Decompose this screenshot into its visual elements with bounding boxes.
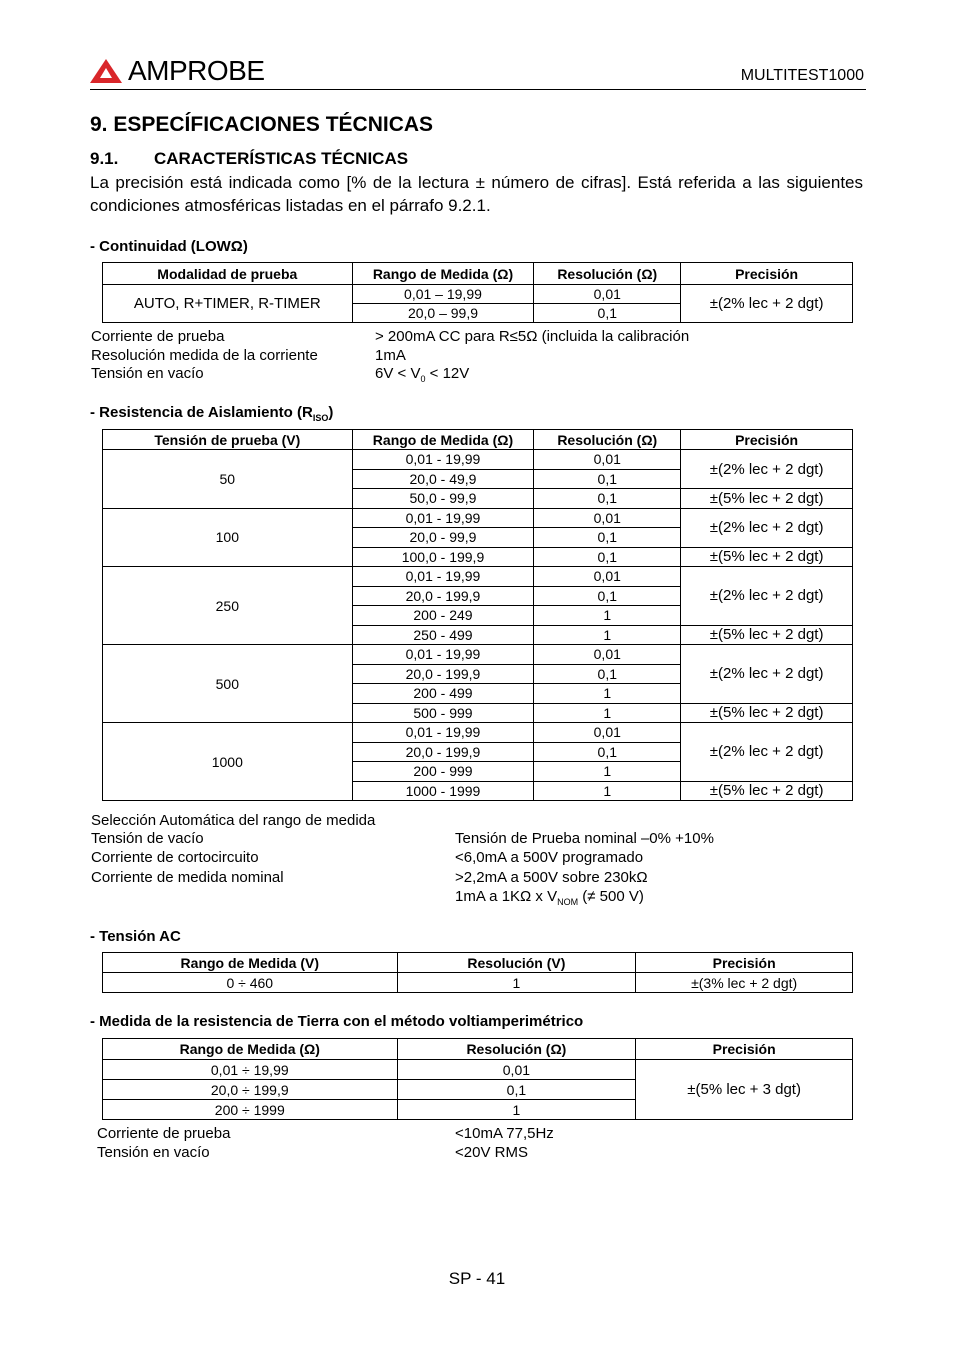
col-header: Rango de Medida (Ω) <box>352 430 534 450</box>
range-cell: 1000 - 1999 <box>352 781 534 801</box>
resolution-cell: 0,01 <box>534 723 681 743</box>
continuity-title: - Continuidad (LOWΩ) <box>90 238 248 255</box>
voltage-cell: 50 <box>103 450 353 509</box>
earth-table <box>102 1038 853 1120</box>
title-subscript: ISO <box>312 413 329 423</box>
precision-cell: ±(5% lec + 2 dgt) <box>681 489 853 509</box>
resolution-cell: 0,1 <box>534 547 681 567</box>
precision-cell: ±(5% lec + 2 dgt) <box>681 547 853 567</box>
value-subscript: 0 <box>420 374 426 384</box>
spec-label: Corriente de prueba <box>91 328 225 345</box>
resolution-cell: 1 <box>534 703 681 723</box>
range-cell: 50,0 - 99,9 <box>352 489 534 509</box>
resolution-cell: 1 <box>534 606 681 626</box>
insulation-table <box>102 429 853 801</box>
resolution-cell: 0,1 <box>534 304 681 323</box>
resolution-cell: 0,1 <box>534 489 681 509</box>
continuity-table <box>102 262 853 323</box>
col-header: Rango de Medida (Ω) <box>103 1039 398 1060</box>
section-title: 9. ESPECÍFICACIONES TÉCNICAS <box>90 113 434 136</box>
page-number: SP - 41 <box>448 1269 506 1288</box>
col-header: Precisión <box>681 430 853 450</box>
value-text: 1mA a 1KΩ x V <box>455 888 558 905</box>
col-header: Resolución (Ω) <box>534 263 681 285</box>
resolution-cell: 0,01 <box>534 645 681 665</box>
mode-cell: AUTO, R+TIMER, R-TIMER <box>103 285 353 323</box>
range-cell: 0,01 - 19,99 <box>352 508 534 528</box>
col-header: Tensión de prueba (V) <box>103 430 353 450</box>
voltage-cell: 250 <box>103 567 353 645</box>
precision-cell: ±(2% lec + 2 dgt) <box>681 285 853 323</box>
range-cell: 200 ÷ 1999 <box>103 1100 398 1120</box>
spec-value: >2,2mA a 500V sobre 230kΩ <box>455 869 648 886</box>
range-cell: 500 - 999 <box>352 703 534 723</box>
col-header: Precisión <box>681 263 853 285</box>
range-cell: 20,0 - 49,9 <box>352 469 534 489</box>
precision-cell: ±(5% lec + 2 dgt) <box>681 781 853 801</box>
range-cell: 100,0 - 199,9 <box>352 547 534 567</box>
resolution-cell: 0,01 <box>534 450 681 470</box>
value-subscript: NOM <box>557 897 579 907</box>
spec-value: <6,0mA a 500V programado <box>455 849 644 866</box>
spec-value <box>375 365 469 384</box>
resolution-cell: 1 <box>534 684 681 704</box>
spec-label: Tensión de vacío <box>91 830 204 847</box>
voltage-cell: 100 <box>103 508 353 567</box>
resolution-cell: 1 <box>534 625 681 645</box>
resolution-cell: 0,01 <box>534 285 681 304</box>
spec-value <box>455 888 644 907</box>
triangle-logo-icon <box>90 59 122 83</box>
spec-value: Tensión de Prueba nominal –0% +10% <box>455 830 714 847</box>
resolution-cell: 0,1 <box>534 586 681 606</box>
resolution-cell: 1 <box>534 781 681 801</box>
range-cell: 200 - 249 <box>352 606 534 626</box>
resolution-cell: 0,01 <box>534 567 681 587</box>
range-cell: 0,01 - 19,99 <box>352 450 534 470</box>
spec-label: Corriente de prueba <box>97 1125 231 1142</box>
precision-cell: ±(5% lec + 2 dgt) <box>681 703 853 723</box>
spec-label: Resolución medida de la corriente <box>91 347 318 364</box>
table-row <box>103 723 853 743</box>
value-text: < 12V <box>425 365 470 382</box>
spec-value: <10mA 77,5Hz <box>455 1125 554 1142</box>
brand-logo <box>90 57 350 87</box>
insulation-title <box>90 404 333 423</box>
earth-title: - Medida de la resistencia de Tierra con el método voltiamperimétrico <box>90 1013 584 1030</box>
subsection-text: CARACTERÍSTICAS TÉCNICAS <box>154 149 409 168</box>
range-cell: 0,01 - 19,99 <box>352 645 534 665</box>
col-header: Precisión <box>636 953 853 973</box>
table-row <box>103 645 853 665</box>
resolution-cell: 0,1 <box>534 528 681 548</box>
resolution-cell: 0,01 <box>397 1060 636 1080</box>
precision-cell: ±(3% lec + 2 dgt) <box>636 973 853 993</box>
range-cell: 200 - 499 <box>352 684 534 704</box>
title-text: ) <box>328 404 334 421</box>
range-cell: 200 - 999 <box>352 762 534 782</box>
ac-title: - Tensión AC <box>90 928 181 945</box>
spec-label: Tensión en vacío <box>97 1144 210 1161</box>
col-header: Resolución (Ω) <box>534 430 681 450</box>
voltage-cell: 1000 <box>103 723 353 801</box>
spec-label: Tensión en vacío <box>91 365 204 382</box>
value-text: 6V < V <box>375 365 421 382</box>
voltage-cell: 500 <box>103 645 353 723</box>
precision-cell: ±(2% lec + 2 dgt) <box>681 645 853 704</box>
spec-label: Corriente de cortocircuito <box>91 849 259 866</box>
range-cell: 250 - 499 <box>352 625 534 645</box>
value-text: (≠ 500 V) <box>578 888 644 905</box>
brand-name: AMPROBE <box>128 55 265 86</box>
range-cell: 20,0 - 99,9 <box>352 528 534 548</box>
precision-cell: ±(5% lec + 3 dgt) <box>636 1060 853 1120</box>
spec-value: 1mA <box>375 347 406 364</box>
precision-cell: ±(2% lec + 2 dgt) <box>681 567 853 626</box>
auto-range-note: Selección Automática del rango de medida <box>91 812 376 829</box>
precision-cell: ±(2% lec + 2 dgt) <box>681 508 853 547</box>
col-header: Resolución (Ω) <box>397 1039 636 1060</box>
col-header: Modalidad de prueba <box>103 263 353 285</box>
col-header: Rango de Medida (Ω) <box>352 263 534 285</box>
range-cell: 20,0 - 199,9 <box>352 664 534 684</box>
header-divider <box>90 89 866 90</box>
resolution-cell: 0,1 <box>534 742 681 762</box>
range-cell: 0 ÷ 460 <box>103 973 398 993</box>
range-cell: 20,0 – 99,9 <box>352 304 534 323</box>
col-header: Rango de Medida (V) <box>103 953 398 973</box>
precision-cell: ±(2% lec + 2 dgt) <box>681 450 853 489</box>
range-cell: 20,0 ÷ 199,9 <box>103 1080 398 1100</box>
title-text: - Resistencia de Aislamiento (R <box>90 404 313 421</box>
resolution-cell: 0,01 <box>534 508 681 528</box>
spec-label: Corriente de medida nominal <box>91 869 284 886</box>
range-cell: 20,0 - 199,9 <box>352 586 534 606</box>
range-cell: 20,0 - 199,9 <box>352 742 534 762</box>
resolution-cell: 0,1 <box>534 664 681 684</box>
col-header: Resolución (V) <box>397 953 636 973</box>
spec-value: > 200mA CC para R≤5Ω (incluida la calibración <box>375 328 690 345</box>
range-cell: 0,01 - 19,99 <box>352 723 534 743</box>
intro-paragraph: La precisión está indicada como [% de la lectura ± número de cifras]. Está referida a las siguientes condiciones atmosféricas listadas en el párrafo 9.2.1. <box>90 173 863 215</box>
col-header: Precisión <box>636 1039 853 1060</box>
precision-cell: ±(5% lec + 2 dgt) <box>681 625 853 645</box>
table-row <box>103 508 853 528</box>
model-name: MULTITEST1000 <box>740 67 864 84</box>
spec-value: <20V RMS <box>455 1144 528 1161</box>
range-cell: 0,01 - 19,99 <box>352 567 534 587</box>
resolution-cell: 0,1 <box>534 469 681 489</box>
range-cell: 0,01 – 19,99 <box>352 285 534 304</box>
table-row <box>103 567 853 587</box>
subsection-number: 9.1. <box>90 149 119 168</box>
resolution-cell: 1 <box>534 762 681 782</box>
table-row <box>103 450 853 470</box>
resolution-cell: 1 <box>397 1100 636 1120</box>
range-cell: 0,01 ÷ 19,99 <box>103 1060 398 1080</box>
resolution-cell: 1 <box>397 973 636 993</box>
ac-table <box>102 952 853 993</box>
precision-cell: ±(2% lec + 2 dgt) <box>681 723 853 782</box>
subsection-title <box>90 149 408 169</box>
resolution-cell: 0,1 <box>397 1080 636 1100</box>
